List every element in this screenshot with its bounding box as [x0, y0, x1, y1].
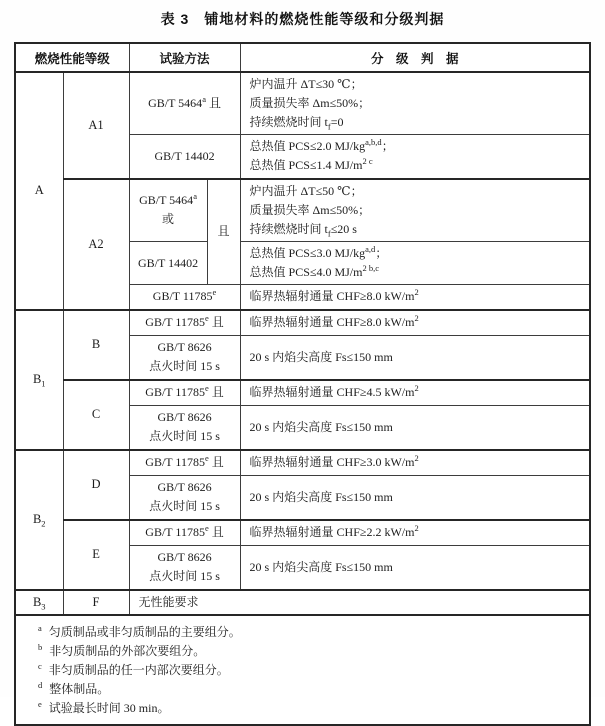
criteria-cell-b-chf: 临界热辐射通量 CHF≥8.0 $kW/m^2$	[240, 310, 590, 336]
table-row	[15, 310, 590, 336]
method-line: 点火时间 15 s	[149, 499, 220, 514]
criteria-line: 总热值 PCS≤2.0 MJ/kg$^{a,b,d}$；	[249, 137, 394, 154]
criteria-line: 质量损失率 Δm≤50%；	[249, 202, 371, 217]
criteria-cell-b-flame: 20 s 内焰尖高度 Fs≤150 mm	[240, 336, 590, 380]
table-row	[15, 520, 590, 546]
method-and-cell: 且	[207, 179, 240, 285]
footnote-a	[38, 623, 579, 642]
grade-cell-b2: $B_2$	[15, 450, 63, 590]
grading-table	[14, 42, 591, 726]
grade-cell-d: D	[63, 450, 129, 520]
criteria-line: 炉内温升 ΔT≤50 ℃；	[249, 183, 363, 198]
footnote-row	[15, 615, 590, 725]
table-row	[15, 590, 590, 615]
method-cell-d-ignitability	[129, 476, 240, 520]
criteria-cell-d-chf: 临界热辐射通量 CHF≥3.0 $kW/m^2$	[240, 450, 590, 476]
grade-cell-e: E	[63, 520, 129, 590]
footnote-mark: b	[38, 641, 43, 652]
criteria-cell-a1-pcs	[240, 135, 590, 179]
grade-cell-a1: A1	[63, 72, 129, 179]
criteria-cell-a-chf: 临界热辐射通量 CHF≥8.0 $kW/m^2$	[240, 285, 590, 310]
footnote-d	[38, 680, 579, 699]
method-cell-e-radiant: GB/T 11785e 且	[129, 520, 240, 546]
footnote-b	[38, 642, 579, 661]
criteria-cell-a2-furnace	[240, 179, 590, 242]
criteria-line: 总热值 PCS≤4.0 $MJ/m^{2 b,c}$	[249, 263, 380, 279]
grade-cell-c: C	[63, 380, 129, 450]
footnote-block	[15, 615, 590, 725]
method-cell-d-radiant: GB/T 11785e 且	[129, 450, 240, 476]
grade-cell-a: A	[15, 72, 63, 310]
method-line: GB/T 8626	[157, 340, 212, 355]
criteria-line: 炉内温升 ΔT≤30 ℃；	[249, 77, 363, 91]
table-row	[15, 380, 590, 406]
method-cell-c-radiant: GB/T 11785e 且	[129, 380, 240, 406]
criteria-cell-a1-furnace	[240, 72, 590, 135]
method-cell-a1-bomb: GB/T 14402	[129, 135, 240, 179]
method-line: GB/T 8626	[157, 550, 212, 565]
footnote-mark: c	[38, 660, 42, 671]
method-cell-a-radiant: GB/T 11785e	[129, 285, 240, 310]
method-cell-b-ignitability	[129, 336, 240, 380]
footnote-text: 匀质制品或非匀质制品的主要组分。	[48, 624, 241, 639]
grade-cell-f: F	[63, 590, 129, 615]
method-cell-a1-furnace: GB/T 5464$^a$ 且	[129, 72, 240, 135]
method-line: GB/T 8626	[157, 410, 212, 425]
table-row	[15, 450, 590, 476]
method-line: GB/T 8626	[157, 480, 212, 495]
footnote-text: 非匀质制品的外部次要组分。	[49, 643, 206, 658]
footnote-c	[38, 661, 579, 680]
footnote-text: 整体制品。	[49, 681, 110, 696]
criteria-line: 持续燃烧时间 $t_f\le 20$ s	[249, 221, 357, 239]
footnote-mark: a	[38, 622, 42, 633]
criteria-cell-a2-pcs	[240, 242, 590, 285]
criteria-line: 质量损失率 Δm≤50%；	[249, 96, 371, 110]
method-cell-a2-furnace: GB/T 5464$^a$ 或	[129, 179, 207, 242]
footnote-mark: d	[38, 679, 43, 690]
grade-cell-b1: $B_1$	[15, 310, 63, 450]
footnote-text: 试验最长时间 30 min。	[48, 700, 170, 715]
footnote-text: 非匀质制品的任一内部次要组分。	[48, 662, 229, 677]
header-criteria: 分 级 判 据	[240, 43, 590, 72]
method-line: 点火时间 15 s	[149, 359, 220, 374]
method-line: 点火时间 15 s	[149, 569, 220, 584]
method-cell-a2-bomb: GB/T 14402	[129, 242, 207, 285]
method-line: 点火时间 15 s	[149, 429, 220, 444]
criteria-cell-e-flame: 20 s 内焰尖高度 Fs≤150 mm	[240, 546, 590, 590]
grade-cell-a2: A2	[63, 179, 129, 310]
footnote-mark: e	[38, 698, 42, 709]
header-row	[15, 43, 590, 72]
method-cell-e-ignitability	[129, 546, 240, 590]
criteria-cell-e-chf: 临界热辐射通量 CHF≥2.2 $kW/m^2$	[240, 520, 590, 546]
table-row	[15, 72, 590, 135]
table-title: 表 3 铺地材料的燃烧性能等级和分级判据	[160, 11, 445, 27]
criteria-line: 总热值 PCS≤3.0 MJ/kg$^{a,d}$；	[249, 244, 388, 260]
table-row	[15, 179, 590, 242]
grade-cell-b: B	[63, 310, 129, 380]
grade-cell-b3: $B_3$	[15, 590, 63, 615]
criteria-line: 持续燃烧时间 $t_f=0$	[249, 115, 344, 132]
method-cell-b-radiant: GB/T 11785e 且	[129, 310, 240, 336]
header-grade: 燃烧性能等级	[15, 43, 129, 72]
header-method: 试验方法	[129, 43, 240, 72]
footnote-e	[38, 699, 579, 718]
criteria-cell-none: 无性能要求	[129, 590, 590, 615]
criteria-cell-c-chf: 临界热辐射通量 CHF≥4.5 $kW/m^2$	[240, 380, 590, 406]
criteria-cell-d-flame: 20 s 内焰尖高度 Fs≤150 mm	[240, 476, 590, 520]
criteria-line: 总热值 PCS≤1.4 $MJ/m^{2 c}$	[249, 156, 373, 173]
method-cell-c-ignitability	[129, 406, 240, 450]
criteria-cell-c-flame: 20 s 内焰尖高度 Fs≤150 mm	[240, 406, 590, 450]
